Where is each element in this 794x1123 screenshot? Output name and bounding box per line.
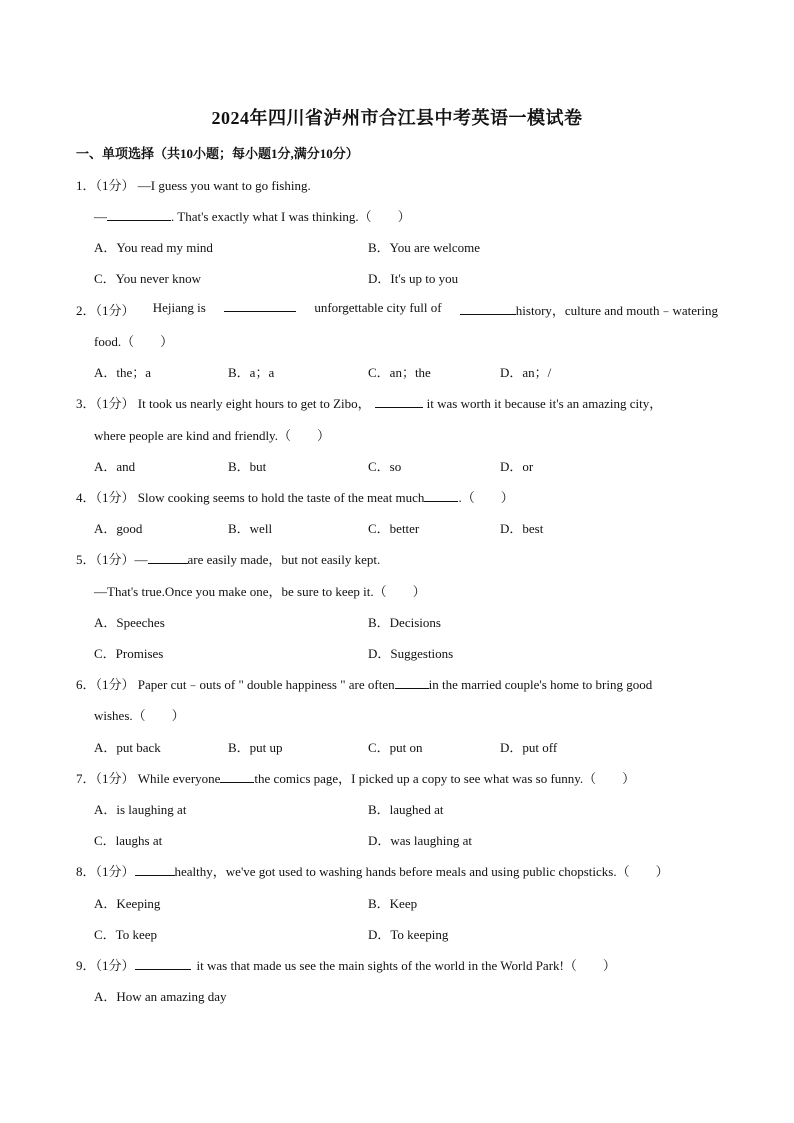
option-b: B．Keep (368, 896, 418, 911)
question-6 (76, 674, 652, 693)
question-number: 8．（1分） (76, 864, 135, 879)
answer-blank (107, 209, 171, 221)
question-number: 6．（1分） (76, 677, 135, 692)
option-d: D．It's up to you (368, 271, 459, 286)
option-a: A．put back (94, 740, 161, 755)
question-4 (76, 487, 514, 506)
option-a: A．good (94, 521, 143, 536)
question-text: It took us nearly eight hours to get to Zibo， (137, 396, 371, 411)
question-number: 3．（1分） (76, 396, 135, 411)
question-text: Hejiang is (152, 300, 206, 315)
question-text: healthy，we've got used to washing hands before meals and using public chopsticks.（ ） (174, 864, 669, 879)
option-b: B．a；a (228, 365, 275, 380)
option-a: A．is laughing at (94, 802, 187, 817)
option-c: C．You never know (94, 271, 202, 286)
option-d: D．Suggestions (368, 646, 454, 661)
question-6-line-2: wishes.（ ） (94, 708, 185, 723)
option-a: A．Speeches (94, 615, 165, 630)
dash: — (94, 209, 107, 224)
option-b: B．well (228, 521, 273, 536)
question-text: are easily made，but not easily kept. (187, 552, 381, 567)
question-text: the comics page，I picked up a copy to see what was so funny.（ ） (254, 771, 636, 786)
answer-blank (135, 864, 175, 876)
option-c: C．an；the (368, 365, 431, 380)
option-d: D．best (500, 521, 544, 536)
option-c: C．laughs at (94, 833, 163, 848)
option-c: C．To keep (94, 927, 157, 942)
question-text: history，culture and mouth﹣watering (515, 303, 718, 318)
answer-blank (460, 303, 516, 315)
answer-blank (424, 490, 458, 502)
question-text: While everyone (137, 771, 221, 786)
answer-blank (220, 771, 254, 783)
question-text: Paper cut﹣outs of " double happiness " are often (137, 677, 395, 692)
option-a: A．and (94, 459, 136, 474)
question-text: . That's exactly what I was thinking.（ ） (171, 209, 411, 224)
question-5-line-2: —That's true.Once you make one，be sure to keep it.（ ） (94, 584, 426, 599)
question-number: 9．（1分） (76, 958, 135, 973)
question-1-line-2 (94, 206, 411, 225)
option-b: B．Decisions (368, 615, 441, 630)
option-d: D．or (500, 459, 534, 474)
question-3 (76, 393, 662, 412)
question-7 (76, 768, 635, 787)
option-a: A．Keeping (94, 896, 161, 911)
question-text: —I guess you want to go fishing. (137, 178, 311, 193)
dash: — (134, 552, 148, 567)
option-d: D．put off (500, 740, 558, 755)
option-c: C．Promises (94, 646, 164, 661)
option-c: C．so (368, 459, 402, 474)
question-number: 2．（1分） (76, 303, 135, 318)
question-8 (76, 861, 669, 880)
section-heading: 一、单项选择（共10小题；每小题1分,满分10分） (76, 146, 359, 161)
question-5 (76, 549, 380, 568)
option-a: A．You read my mind (94, 240, 213, 255)
question-number: 5．（1分） (76, 552, 135, 567)
question-number: 4．（1分） (76, 490, 135, 505)
question-9 (76, 955, 616, 974)
answer-blank (148, 552, 188, 564)
question-text: unforgettable city full of (314, 300, 442, 315)
option-b: B．but (228, 459, 267, 474)
option-a: A．How an amazing day (94, 989, 227, 1004)
question-text: it was that made us see the main sights of the world in the World Park!（ ） (196, 958, 616, 973)
option-d: D．was laughing at (368, 833, 472, 848)
option-b: B．put up (228, 740, 283, 755)
question-text: .（ ） (458, 490, 514, 505)
option-c: C．put on (368, 740, 423, 755)
answer-blank (224, 300, 296, 312)
answer-blank (135, 958, 191, 970)
question-2 (76, 300, 718, 319)
question-text: in the married couple's home to bring good (428, 677, 653, 692)
answer-blank (375, 396, 423, 408)
question-2-line-2: food.（ ） (94, 334, 174, 349)
option-c: C．better (368, 521, 420, 536)
question-text: it was worth it because it's an amazing city， (426, 396, 663, 411)
option-d: D．an；/ (500, 365, 552, 380)
question-1 (76, 175, 311, 194)
question-text: Slow cooking seems to hold the taste of the meat much (137, 490, 425, 505)
exam-title: 2024年四川省泸州市合江县中考英语一模试卷 (211, 108, 583, 128)
question-number: 1．（1分） (76, 178, 135, 193)
option-b: B．You are welcome (368, 240, 481, 255)
question-number: 7．（1分） (76, 771, 135, 786)
answer-blank (395, 677, 429, 689)
option-a: A．the；a (94, 365, 152, 380)
option-d: D．To keeping (368, 927, 449, 942)
option-b: B．laughed at (368, 802, 444, 817)
question-3-line-2: where people are kind and friendly.（ ） (94, 428, 330, 443)
